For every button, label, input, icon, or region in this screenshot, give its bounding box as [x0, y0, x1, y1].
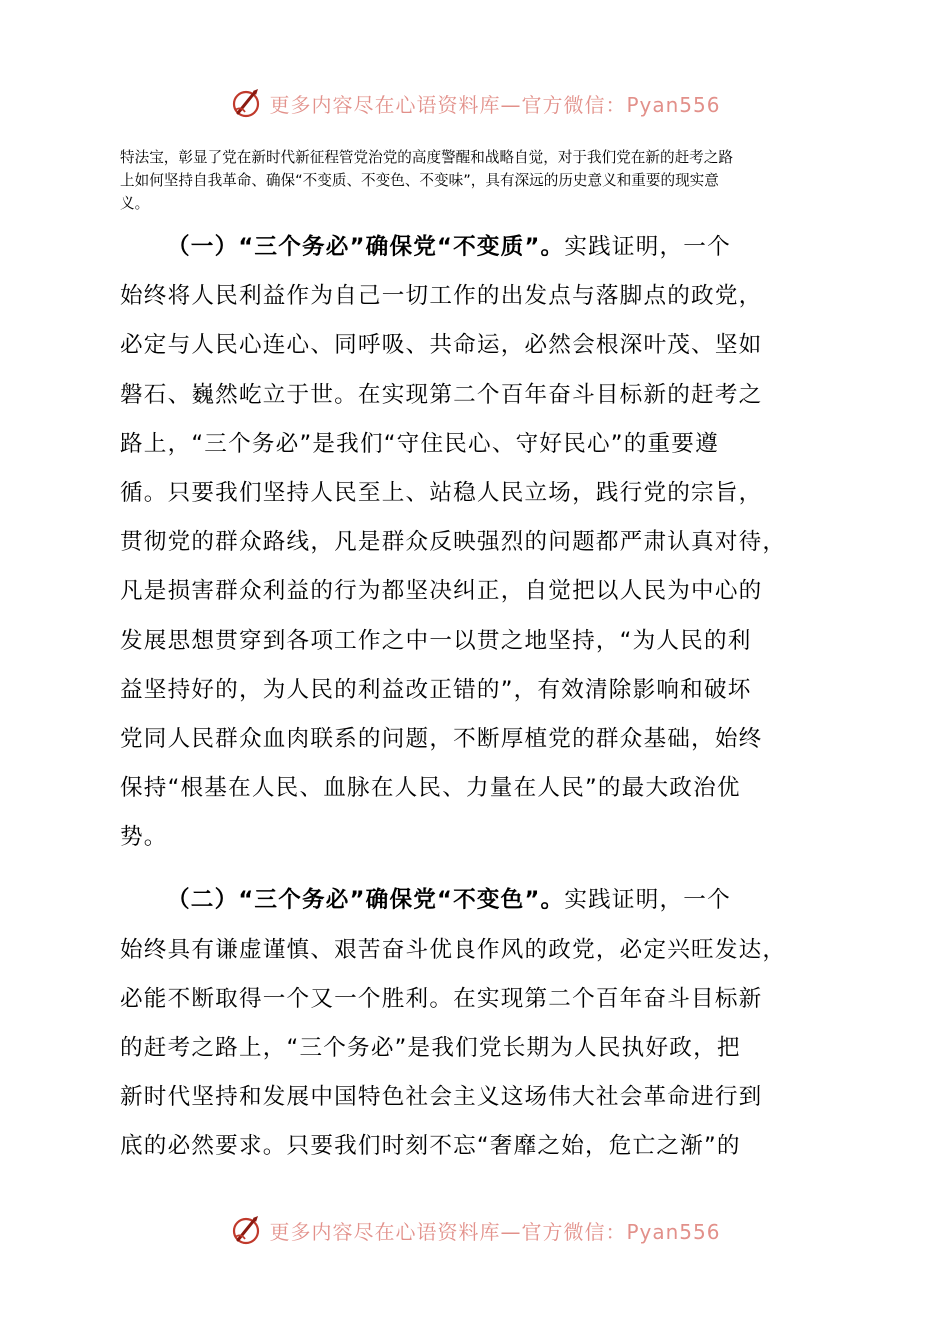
- section1-line: 路上，“三个务必”是我们“守住民心、守好民心”的重要遵: [120, 430, 719, 457]
- paragraph-gap: [120, 862, 822, 876]
- section1-line: 磐石、巍然屹立于世。在实现第二个百年奋斗目标新的赶考之: [120, 381, 763, 408]
- section2-line: 必能不断取得一个又一个胜利。在实现第二个百年奋斗目标新: [120, 985, 763, 1012]
- section1-line: 循。只要我们坚持人民至上、站稳人民立场，践行党的宗旨，: [120, 479, 763, 506]
- section1-line: 凡是损害群众利益的行为都坚决纠正，自觉把以人民为中心的: [120, 578, 763, 605]
- intro-line: 上如何坚持自我革命、确保“不变质、不变色、不变味”，具有深远的历史意义和重要的现实意: [120, 172, 719, 189]
- section2-line: 始终具有谦虚谨慎、艰苦奋斗优良作风的政党，必定兴旺发达，: [120, 936, 787, 963]
- section1-first-line-rest: 实践证明，一个: [564, 234, 731, 260]
- watermark-text: 更多内容尽在心语资料库—官方微信：Pyan556: [269, 92, 721, 117]
- section2-line: 底的必然要求。只要我们时刻不忘“奢靡之始，危亡之渐”的: [120, 1133, 741, 1160]
- section1-first-line: [120, 223, 822, 272]
- intro-line: 义。: [120, 195, 150, 212]
- footer-watermark-banner: [0, 1210, 950, 1250]
- section1-line: 必定与人民心连心、同呼吸、共命运，必然会根深叶茂、坚如: [120, 332, 763, 359]
- intro-paragraph: [120, 146, 832, 215]
- section1-line: 保持“根基在人民、血脉在人民、力量在人民”的最大政治优: [120, 775, 741, 802]
- section1-line: 益坚持好的，为人民的利益改正错的”，有效清除影响和破坏: [120, 676, 752, 703]
- section1-line: 始终将人民利益作为自己一切工作的出发点与落脚点的政党，: [120, 283, 763, 310]
- pen-circle-logo-icon: [229, 86, 263, 120]
- pen-circle-logo-icon: [229, 1213, 263, 1247]
- intro-line: 特法宝，彰显了党在新时代新征程管党治党的高度警醒和战略自觉，对于我们党在新的赶考之路: [120, 149, 733, 166]
- section2-first-line: [120, 876, 822, 925]
- section2-line: 新时代坚持和发展中国特色社会主义这场伟大社会革命进行到: [120, 1084, 763, 1111]
- section1-line: 贯彻党的群众路线，凡是群众反映强烈的问题都严肃认真对待，: [120, 529, 787, 556]
- section1-line: 势。: [120, 824, 168, 851]
- section2-first-line-rest: 实践证明，一个: [564, 887, 731, 914]
- section2-heading: （二）“三个务必”确保党“不变色”。: [167, 887, 565, 914]
- section1-line: 党同人民群众血肉联系的问题，不断厚植党的群众基础，始终: [120, 725, 763, 752]
- section1-line: 发展思想贯穿到各项工作之中一以贯之地坚持，“为人民的利: [120, 627, 752, 654]
- section2-line: 的赶考之路上，“三个务必”是我们党长期为人民执好政，把: [120, 1035, 741, 1061]
- section1-heading: （一）“三个务必”确保党“不变质”。: [167, 234, 565, 260]
- header-watermark-banner: [0, 83, 950, 123]
- document-body: [120, 223, 822, 1172]
- watermark-text: 更多内容尽在心语资料库—官方微信：Pyan556: [269, 1219, 721, 1244]
